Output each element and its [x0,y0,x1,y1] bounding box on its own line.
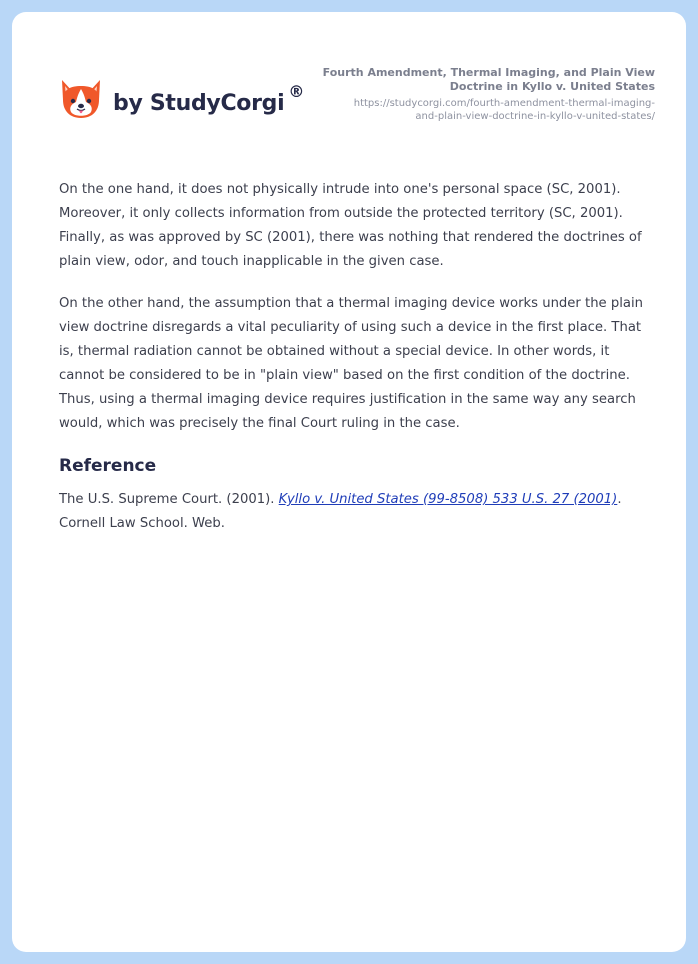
paragraph-1: On the one hand, it does not physically intrude into one's personal space (SC, 2001). Moreover, it only collects information from outside the protected territory (SC, 2001). Finally, as was approved by SC (2001), there was nothing that rendered the doctrines of plain view, odor, and touch inapplicable in the given case. [59,182,642,269]
reference-link[interactable]: Kyllo v. United States (99-8508) 533 U.S. 27 (2001) [278,492,618,507]
document-url-link[interactable] [315,97,655,123]
reference-heading: Reference [59,456,157,476]
studycorgi-logo[interactable] [59,76,304,122]
reference-suffix: . Cornell Law School. Web. [59,492,622,531]
document-url-line-2: and-plain-view-doctrine-in-kyllo-v-united-states/ [415,111,655,122]
document-page [12,12,686,952]
document-meta [315,66,655,123]
document-body [59,178,655,554]
paragraph-2: On the other hand, the assumption that a thermal imaging device works under the plain view doctrine disregards a vital peculiarity of using such a device in the first place. That is, thermal radiation cannot be obtained without a special device. In other words, it cannot be considered to be in "plain view" based on the first condition of the doctrine. Thus, using a thermal imaging device requires justification in the same way any search would, which was precisely the final Court ruling in the case. [59,296,644,431]
brand-name: by StudyCorgi [113,90,285,116]
corgi-icon [59,76,103,122]
reference-entry [59,488,655,536]
reference-prefix: The U.S. Supreme Court. (2001). [59,492,279,507]
document-title-line-1: Fourth Amendment, Thermal Imaging, and Plain View [322,66,655,79]
registered-mark: ® [288,81,305,101]
document-url-line-1: https://studycorgi.com/fourth-amendment-thermal-imaging- [353,98,655,109]
page-header [59,66,655,146]
document-title [315,66,655,94]
document-title-line-2: Doctrine in Kyllo v. United States [449,80,655,93]
